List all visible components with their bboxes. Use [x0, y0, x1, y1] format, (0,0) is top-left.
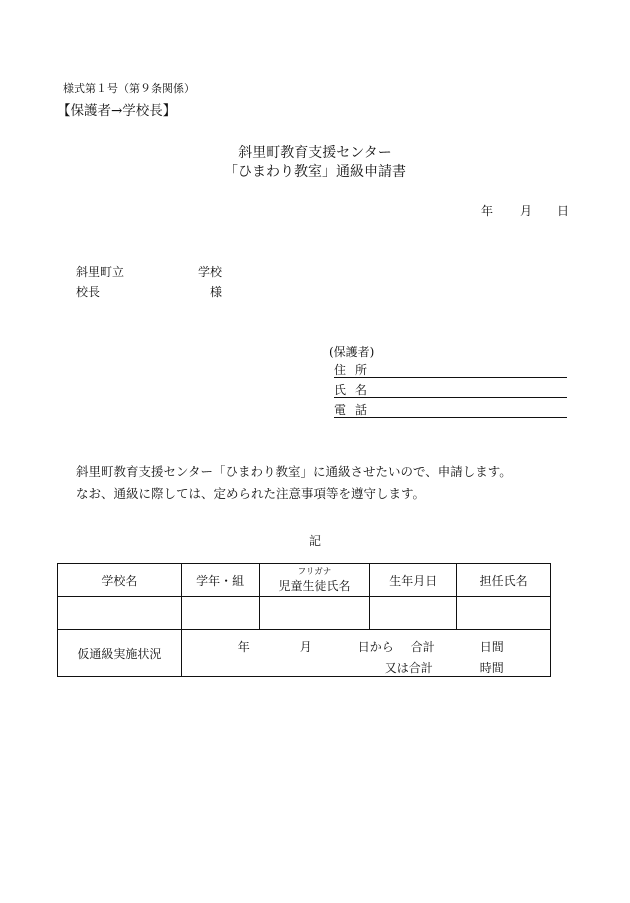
furigana-label: フリガナ — [297, 566, 332, 577]
student-name-label: 児童生徒氏名 — [278, 578, 351, 593]
guardian-address-label: 住所 — [334, 363, 377, 377]
addressee-town: 斜里町立 — [76, 265, 125, 279]
status-days: 日間 — [479, 640, 504, 654]
date-day: 日 — [557, 204, 570, 218]
header-grade: 学年・組 — [181, 564, 259, 597]
table-row — [58, 597, 551, 630]
addressee-school: 学校 — [198, 265, 223, 279]
table-header-row — [58, 564, 551, 597]
guardian-name-label: 氏名 — [334, 383, 377, 397]
date-year: 年 — [481, 204, 494, 218]
header-teacher: 担任氏名 — [457, 564, 551, 597]
guardian-address-field[interactable] — [334, 361, 567, 378]
cell-birthdate[interactable] — [370, 597, 457, 630]
addressee-principal: 校長 — [76, 285, 101, 299]
status-cell[interactable] — [181, 630, 550, 677]
status-hours: 時間 — [479, 661, 504, 675]
status-from: 日から — [357, 640, 394, 654]
status-year: 年 — [237, 640, 250, 654]
header-school: 学校名 — [58, 564, 182, 597]
date-month: 月 — [520, 204, 533, 218]
addressee-honorific: 様 — [210, 285, 223, 299]
status-label: 仮通級実施状況 — [58, 630, 182, 677]
document-title: 「ひまわり教室」通級申請書 — [224, 164, 406, 180]
audience-note: 【保護者→学校長】 — [57, 103, 177, 119]
form-number: 様式第１号（第９条関係） — [63, 82, 195, 95]
cell-teacher[interactable] — [457, 597, 551, 630]
cell-grade[interactable] — [181, 597, 259, 630]
document-title-organization: 斜里町教育支援センター — [238, 145, 392, 161]
cell-student-name[interactable] — [259, 597, 370, 630]
status-total: 合計 — [410, 640, 435, 654]
header-birthdate: 生年月日 — [370, 564, 457, 597]
guardian-label: (保護者) — [329, 345, 375, 359]
record-heading: 記 — [308, 534, 321, 548]
guardian-phone-field[interactable] — [334, 401, 567, 418]
status-row — [58, 630, 551, 677]
cell-school[interactable] — [58, 597, 182, 630]
status-or-total: 又は合計 — [384, 661, 433, 675]
guardian-name-field[interactable] — [334, 381, 567, 398]
guardian-phone-label: 電話 — [334, 403, 377, 417]
status-month: 月 — [299, 640, 312, 654]
record-table — [57, 563, 551, 677]
compliance-statement: なお、通級に際しては、定められた注意事項等を遵守します。 — [76, 486, 426, 501]
header-student-name — [259, 564, 370, 597]
application-statement: 斜里町教育支援センター「ひまわり教室」に通級させたいので、申請します。 — [76, 464, 512, 479]
